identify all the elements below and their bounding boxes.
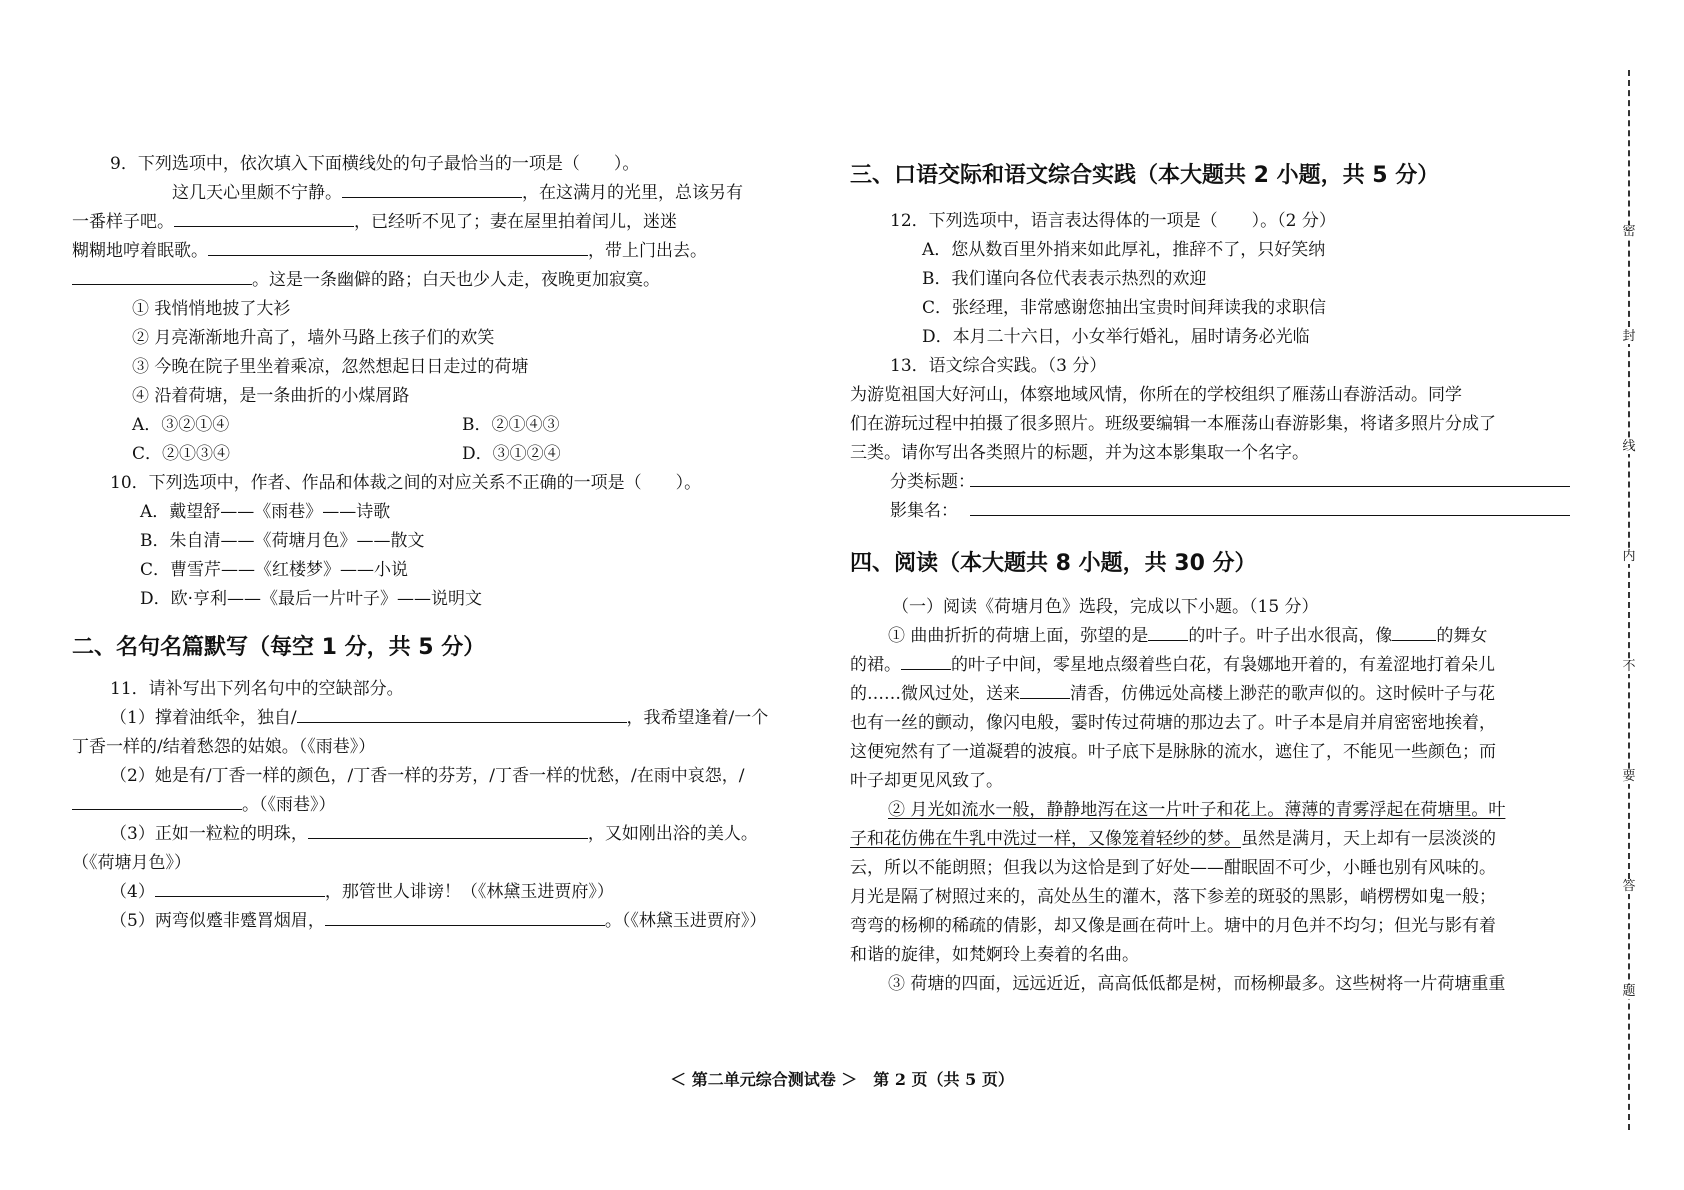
q11-line: 丁香一样的/结着愁怨的姑娘。（《雨巷》） [72, 737, 376, 757]
passage-line: 这便宛然有了一道凝碧的波痕。叶子底下是脉脉的流水，遮住了，不能见一些颜色；而 [850, 742, 1496, 762]
binding-mark: 密 [1622, 224, 1636, 239]
q11-line: （4） ，那管世人诽谤！（《林黛玉进贾府》） [110, 878, 820, 907]
passage-line: 也有一丝的颤动，像闪电般，霎时传过荷塘的那边去了。叶子本是肩并肩密密地挨着， [850, 713, 1496, 733]
q9-item: ② 月亮渐渐地升高了，墙外马路上孩子们的欢笑 [132, 328, 495, 348]
answer-blank[interactable] [72, 791, 242, 810]
q9-option-a[interactable]: A．③②①④ [132, 415, 230, 435]
answer-blank[interactable] [174, 208, 354, 227]
answer-blank[interactable] [1392, 622, 1436, 641]
q9-item: ④ 沿着荷塘，是一条曲折的小煤屑路 [132, 386, 410, 406]
passage-underlined-line: ② 月光如流水一般，静静地泻在这一片叶子和花上。薄薄的青雾浮起在荷塘里。叶 [888, 800, 1506, 820]
passage-underlined-text: 子和花仿佛在牛乳中洗过一样，又像笼着轻纱的梦。 [850, 829, 1241, 849]
q9-passage-line: 糊糊地哼着眠歌。 ，带上门出去。 [72, 237, 820, 266]
q10-option-d[interactable]: D．欧·亨利——《最后一片叶子》——说明文 [140, 589, 483, 609]
q11-line: （1）撑着油纸伞，独自/ ，我希望逢着/一个 [110, 704, 820, 733]
answer-blank[interactable] [155, 878, 325, 897]
passage-line: 和谐的旋律，如梵婀玲上奏着的名曲。 [850, 945, 1139, 965]
answer-blank[interactable] [325, 907, 605, 926]
q10-option-b[interactable]: B．朱自清——《荷塘月色》——散文 [140, 531, 425, 551]
answer-blank[interactable] [297, 704, 627, 723]
q13-text: 们在游玩过程中拍摄了很多照片。班级要编辑一本雁荡山春游影集，将诸多照片分成了 [850, 414, 1496, 434]
binding-mark: 答 [1622, 879, 1636, 894]
passage-line: 云，所以不能朗照；但我以为这恰是到了好处——酣眠固不可少，小睡也别有风味的。 [850, 858, 1496, 878]
answer-blank[interactable] [342, 179, 522, 198]
binding-mark: 不 [1622, 659, 1636, 674]
answer-blank[interactable] [1148, 622, 1188, 641]
binding-mark: 要 [1622, 769, 1636, 784]
q13-text: 三类。请你写出各类照片的标题，并为这本影集取一个名字。 [850, 443, 1309, 463]
q12-option-c[interactable]: C．张经理，非常感谢您抽出宝贵时间拜读我的求职信 [922, 298, 1327, 318]
q10-option-c[interactable]: C．曹雪芹——《红楼梦》——小说 [140, 560, 409, 580]
passage-line: 子和花仿佛在牛乳中洗过一样，又像笼着轻纱的梦。虽然是满月，天上却有一层淡淡的 [850, 829, 1496, 849]
q11-line: （5）两弯似蹙非蹙罥烟眉， 。（《林黛玉进贾府》） [110, 907, 820, 936]
answer-blank[interactable] [308, 820, 588, 839]
q9-item: ③ 今晚在院子里坐着乘凉，忽然想起日日走过的荷塘 [132, 357, 529, 377]
passage-line: 月光是隔了树照过来的，高处丛生的灌木，落下参差的斑驳的黑影，峭楞楞如鬼一般； [850, 887, 1496, 907]
binding-mark: 封 [1622, 329, 1636, 344]
q9-option-c[interactable]: C．②①③④ [132, 444, 231, 464]
q11-line: （《荷塘月色》） [72, 853, 191, 873]
q9-option-d[interactable]: D．③①②④ [462, 444, 561, 464]
passage-line: ① 曲曲折折的荷塘上面，弥望的是 的叶子。叶子出水很高，像 的舞女 [888, 622, 1600, 651]
q9-passage-line: 。这是一条幽僻的路；白天也少人走，夜晚更加寂寞。 [72, 266, 820, 295]
q9-passage-line: 一番样子吧。 ，已经听不见了；妻在屋里拍着闰儿，迷迷 [72, 208, 820, 237]
q9-options-row [132, 440, 820, 469]
section-3-title: 三、口语交际和语文综合实践（本大题共 2 小题，共 5 分） [850, 163, 1440, 188]
reading-subtitle: （一）阅读《荷塘月色》选段，完成以下小题。（15 分） [892, 597, 1319, 617]
binding-mark: 题 [1622, 984, 1636, 999]
passage-line: 的裙。 的叶子中间，零星地点缀着些白花，有袅娜地开着的，有羞涩地打着朵儿 [850, 651, 1600, 680]
category-title-field: 分类标题： [890, 468, 1600, 497]
q12-option-d[interactable]: D．本月二十六日，小女举行婚礼，届时请务必光临 [922, 327, 1310, 347]
passage-line: 叶子却更见风致了。 [850, 771, 1003, 791]
category-title-input[interactable] [970, 468, 1570, 487]
q11-line: 。（《雨巷》） [72, 791, 820, 820]
q12-option-b[interactable]: B．我们谨向各位代表表示热烈的欢迎 [922, 269, 1207, 289]
q13-text: 为游览祖国大好河山，体察地域风情，你所在的学校组织了雁荡山春游活动。同学 [850, 385, 1462, 405]
q9-options-row [132, 411, 820, 440]
binding-mark: 线 [1622, 439, 1636, 454]
q9-option-b[interactable]: B．②①④③ [462, 415, 560, 435]
q9-passage-line: 这几天心里颇不宁静。 ，在这满月的光里，总该另有 [72, 179, 820, 208]
q12-stem: 12．下列选项中，语言表达得体的一项是（ ）。（2 分） [890, 211, 1336, 231]
right-column [850, 158, 1600, 999]
binding-mark: 内 [1622, 549, 1636, 564]
answer-blank[interactable] [208, 237, 588, 256]
album-name-field: 影集名： [890, 497, 1600, 526]
q13-stem: 13．语文综合实践。（3 分） [890, 356, 1107, 376]
q9-item: ① 我悄悄地披了大衫 [132, 299, 291, 319]
answer-blank[interactable] [72, 266, 252, 285]
section-2-title: 二、名句名篇默写（每空 1 分，共 5 分） [72, 635, 486, 660]
q11-line: （3）正如一粒粒的明珠， ，又如刚出浴的美人。 [110, 820, 820, 849]
passage-line: 的……微风过处，送来 清香，仿佛远处高楼上渺茫的歌声似的。这时候叶子与花 [850, 680, 1600, 709]
answer-blank[interactable] [901, 651, 951, 670]
left-column [72, 150, 820, 936]
album-name-input[interactable] [970, 497, 1570, 516]
q12-option-a[interactable]: A．您从数百里外捎来如此厚礼，推辞不了，只好笑纳 [922, 240, 1326, 260]
q10-option-a[interactable]: A．戴望舒——《雨巷》——诗歌 [140, 502, 391, 522]
section-4-title: 四、阅读（本大题共 8 小题，共 30 分） [850, 551, 1257, 576]
q11-stem: 11．请补写出下列名句中的空缺部分。 [110, 679, 404, 699]
passage-line: ③ 荷塘的四面，远远近近，高高低低都是树，而杨柳最多。这些树将一片荷塘重重 [888, 974, 1506, 994]
page-footer: ＜ 第二单元综合测试卷 ＞ 第 2 页（共 5 页） [670, 1070, 1014, 1089]
q11-line: （2）她是有/丁香一样的颜色，/丁香一样的芬芳，/丁香一样的忧愁，/在雨中哀怨，/ [110, 766, 745, 786]
q9-stem: 9．下列选项中，依次填入下面横线处的句子最恰当的一项是（ ）。 [110, 154, 640, 174]
q10-stem: 10．下列选项中，作者、作品和体裁之间的对应关系不正确的一项是（ ）。 [110, 473, 702, 493]
answer-blank[interactable] [1020, 680, 1070, 699]
passage-line: 弯弯的杨柳的稀疏的倩影，却又像是画在荷叶上。塘中的月色并不均匀；但光与影有着 [850, 916, 1496, 936]
